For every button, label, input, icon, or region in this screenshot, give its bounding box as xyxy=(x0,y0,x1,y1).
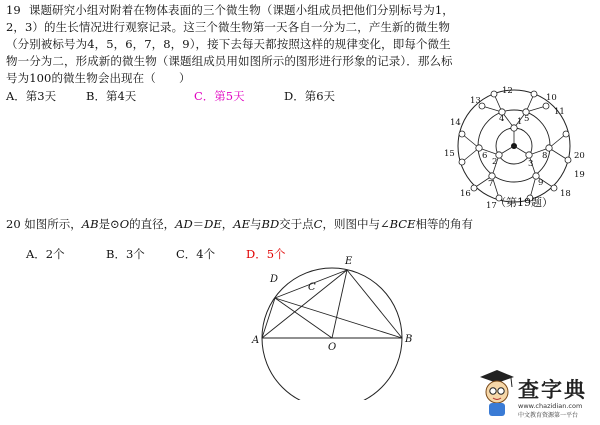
q20-text-part: 如图所示， xyxy=(24,217,82,231)
node-label-2: 2 xyxy=(492,157,498,167)
node-label-10: 10 xyxy=(546,93,557,103)
node-label-9: 9 xyxy=(538,178,544,188)
question-20-text xyxy=(6,216,473,232)
q20-point-c: C xyxy=(313,217,323,231)
q20-text-part: 交于点 xyxy=(279,217,314,231)
node-label-11: 11 xyxy=(554,107,565,117)
node-label-17: 17 xyxy=(486,201,497,211)
node-label-6: 6 xyxy=(482,151,488,161)
point-a-label: A xyxy=(252,335,260,346)
node-label-13: 13 xyxy=(470,96,481,106)
q20-seg-ad: AD xyxy=(175,217,193,231)
q20-text-part: 是⊙ xyxy=(98,217,120,231)
option-20-d: D．5个 xyxy=(246,247,286,261)
node-label-7: 7 xyxy=(488,179,494,189)
question-20-number: 20 xyxy=(6,217,21,231)
node-label-12: 12 xyxy=(502,86,513,96)
chazidian-logo xyxy=(478,368,596,420)
option-19-b: B．第4天 xyxy=(86,89,137,103)
node-label-3: 3 xyxy=(528,159,534,169)
point-o-label: O xyxy=(328,342,337,353)
option-20-a: A．2个 xyxy=(26,247,65,261)
figure-19-diagram xyxy=(444,84,596,212)
q20-text-part: ＝ xyxy=(192,217,205,231)
point-e-label: E xyxy=(345,256,353,267)
node-label-18: 18 xyxy=(560,189,571,199)
logo-subtitle: 中文教育资源第一平台 xyxy=(518,412,579,419)
point-c-label: C xyxy=(308,282,316,293)
logo-url: www.chazidian.com xyxy=(518,402,583,410)
question-19-number: 19 xyxy=(6,3,21,17)
option-19-a: A．第3天 xyxy=(6,89,57,103)
circle-o xyxy=(262,268,402,400)
q20-seg-o: O xyxy=(119,217,130,231)
node-label-5: 5 xyxy=(524,114,530,124)
figure-20-diagram xyxy=(248,254,418,400)
q20-text-part: 与 xyxy=(250,217,262,231)
segments xyxy=(262,270,402,338)
point-d-label: D xyxy=(270,274,279,285)
option-20-b: B．3个 xyxy=(106,247,145,261)
node-label-4: 4 xyxy=(499,114,505,124)
q20-text-part: 的直径， xyxy=(129,217,176,231)
q20-seg-bd: BD xyxy=(261,217,280,231)
question-19-text xyxy=(6,2,456,87)
q20-text-part: ，则图中与∠ xyxy=(322,217,390,231)
option-20-c: C．4个 xyxy=(176,247,216,261)
q20-text-part: 相等的角有 xyxy=(415,217,473,231)
figure-19-caption: （第19题） xyxy=(495,196,553,209)
question-19-body: 课题研究小组对附着在物体表面的三个微生物（课题小组成员把他们分别标号为1，2，3）的生长情况进行观察记录。这三个微生物第一天各自一分为二，产生新的微生物（分别被标号为4，5，6，7，8，9），接下去每天都按照这样的规律变化，即每个微生物一分为二，形成新的微生物（课题组成员用如图所示的图形进行形象的记录）．那么标号为100的微生物会出现在（ ） xyxy=(6,3,454,85)
point-b-label: B xyxy=(405,334,413,345)
logo-title: 查字典 xyxy=(518,378,587,402)
q20-seg-ab: AB xyxy=(81,217,99,231)
node-label-8: 8 xyxy=(542,151,548,161)
q20-text-part: ， xyxy=(221,217,234,231)
q20-seg-de: DE xyxy=(204,217,222,231)
node-label-16: 16 xyxy=(460,189,471,199)
option-19-d: D．第6天 xyxy=(284,89,336,103)
q20-seg-ae: AE xyxy=(233,217,250,231)
option-19-c: C．第5天 xyxy=(194,89,245,103)
node-label-15: 15 xyxy=(444,149,455,159)
node-label-14: 14 xyxy=(450,118,461,128)
node-label-1: 1 xyxy=(517,117,523,127)
mascot-icon xyxy=(478,368,516,418)
node-label-19: 19 xyxy=(574,170,585,180)
q20-angle-bce: BCE xyxy=(389,217,416,231)
node-label-20: 20 xyxy=(574,151,585,161)
